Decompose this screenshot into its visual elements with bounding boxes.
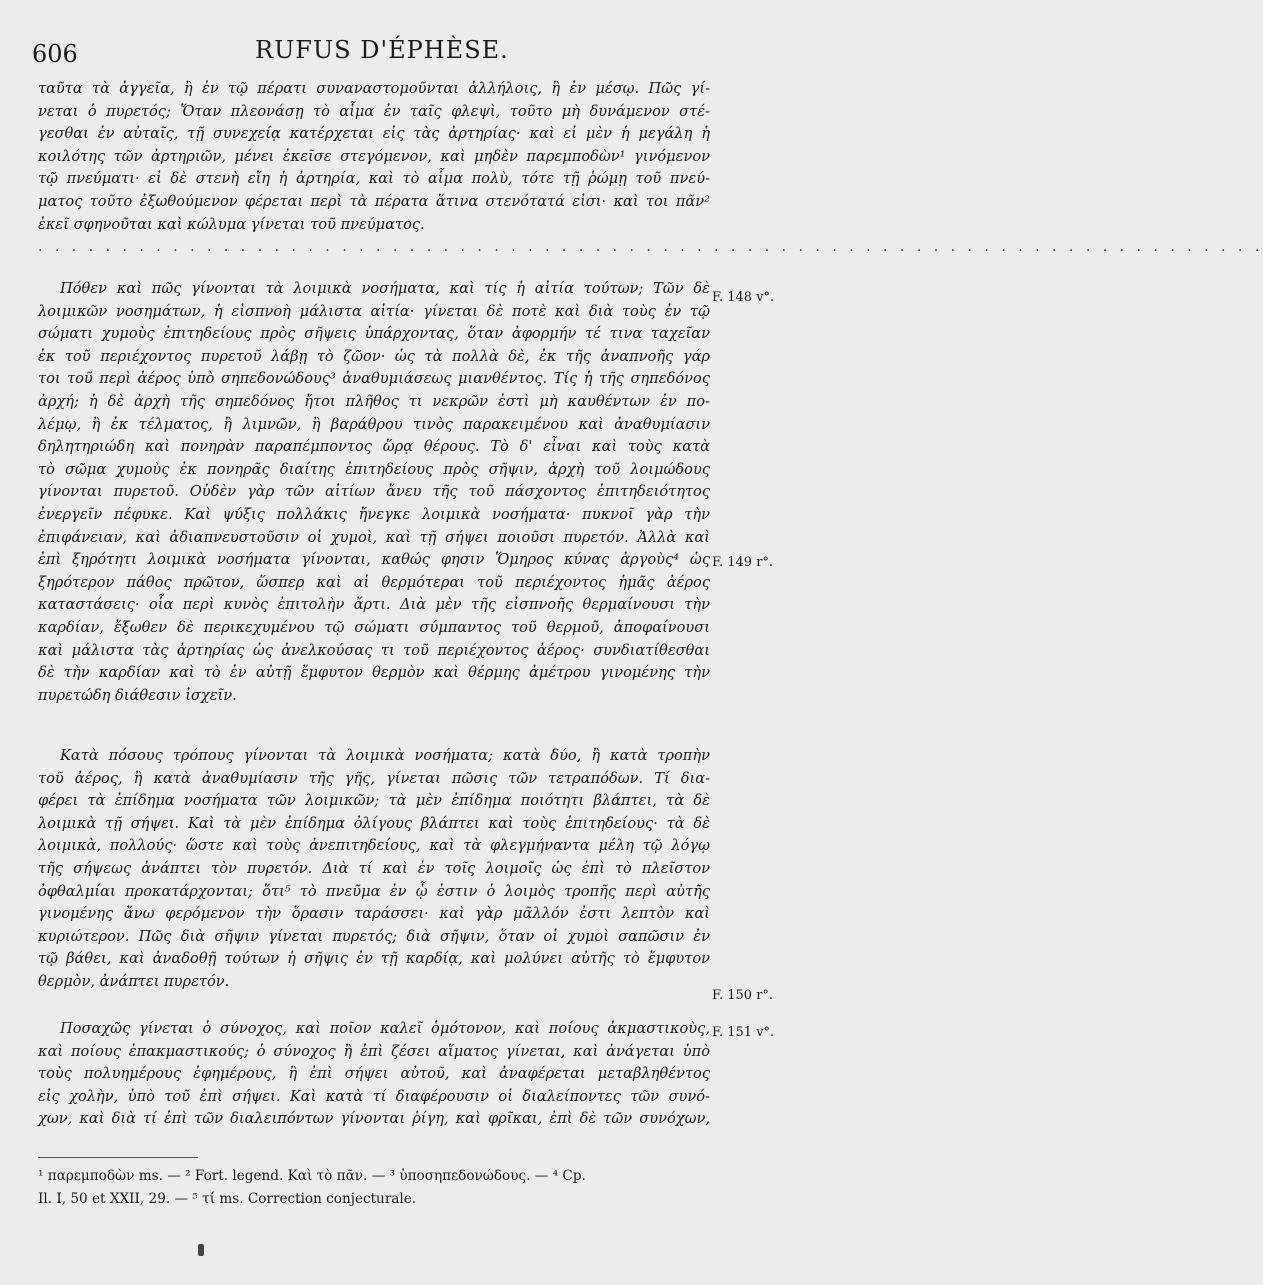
footnotes [38,1165,710,1211]
text-line: φέρει τὰ ἐπίδημα νοσήματα τῶν λοιμικῶν; τὰ μὲν ἐπίδημα ποιότητι βλάπτει, τὰ δὲ [38,792,710,810]
text-line: γίνονται πυρετοῦ. Οὐδὲν γὰρ τῶν αἰτίων ἄνευ τῆς τοῦ πάσχοντος ἐπιτηδειότητος [38,483,710,501]
footnote-line: ¹ παρεμποδὼν ms. — ² Fort. legend. Καὶ τὸ πᾶν. — ³ ὑποσηπεδονώδους. — ⁴ Cp. [38,1168,586,1184]
running-title: RUFUS D'ÉPHÈSE. [255,36,509,64]
text-line: ἀρχή; ἡ δὲ ἀρχὴ τῆς σηπεδόνος ἤτοι πλῆθος τι νεκρῶν ἐστὶ μὴ καυθέντων ἐν πο- [38,392,710,410]
text-line: τῷ πνεύματι· εἰ δὲ στενὴ εἴη ἡ ἀρτηρία, καὶ τὸ αἷμα πολὺ, τότε τῇ ῥώμῃ τοῦ πνεύ- [38,170,710,188]
text-line: καὶ μάλιστα τὰς ἀρτηρίας ὡς ἀνελκούσας τι τοῦ περιέχοντος ἀέρος· συνδιατίθεσθαι [38,641,710,659]
margin-folio-note: F. 148 v°. [712,290,775,305]
text-line: δὲ τὴν καρδίαν καὶ τὸ ἐν αὐτῇ ἔμφυτον θερμὸν καὶ θέρμης ἀμέτρου γινομένης τὴν [38,664,710,682]
ellipsis-row: . . . . . . . . . . . . . . . . . . . . . . . . . . . . . . . . . . . . . . . . . . . . . . . . . . . . . . . . . . . . . . . . . . . . . . . . . [38,239,1263,256]
margin-folio-note: F. 150 r°. [712,988,774,1003]
text-line: καταστάσεις· οἷα περὶ κυνὸς ἐπιτολὴν ἄρτι. Διὰ μὲν τῆς εἰσπνοῆς θερμαίνουσι τὴν [38,596,710,614]
text-line: ταῦτα τὰ ἀγγεῖα, ἢ ἐν τῷ πέρατι συναναστομοῦνται ἀλλήλοις, ἢ ἐν μέσῳ. Πῶς γί- [38,80,710,97]
text-line: σώματι χυμοὺς ἐπιτηδείους πρὸς σῆψεις ὑπάρχοντας, ὅταν ἀφορμήν τέ τινα ταχεῖαν [38,325,710,343]
paragraph-4 [38,1018,710,1131]
text-line: εἰς χολὴν, ὑπὸ τοῦ ἐπὶ σήψει. Καὶ κατὰ τί διαφέρουσιν οἱ διαλείποντες τῶν συνό- [38,1087,710,1105]
paragraph-1 [38,78,1263,258]
text-line: χων, καὶ διὰ τί ἐπὶ τῶν διαλειπόντων γίνονται ῥίγη, καὶ φρῖκαι, ἐπὶ δὲ τῶν συνόχων, [38,1110,710,1128]
text-line: ἐπὶ ξηρότητι λοιμικὰ νοσήματα γίνονται, καθώς φησιν Ὅμηρος κύνας ἀργοὺς⁴ ὡς [38,551,710,569]
text-line: λοιμικῶν νοσημάτων, ἡ εἰσπνοὴ μάλιστα αἰτία· γίνεται δὲ ποτὲ καὶ διὰ τοὺς ἐν τῷ [38,302,710,320]
text-line: τὸ σῶμα χυμοὺς ἐκ πονηρᾶς διαίτης ἐπιτηδείους πρὸς σῆψιν, ἀρχὴ τοῦ λοιμώδους [38,460,710,478]
text-line: γεσθαι ἐν αὐταῖς, τῇ συνεχείᾳ κατέρχεται εἰς τὰς ἀρτηρίας· καὶ εἰ μὲν ἡ μεγάλη ἡ [38,125,710,143]
text-line: λοιμικὰ τῇ σήψει. Καὶ τὰ μὲν ἐπίδημα ὀλίγους βλάπτει καὶ τοὺς ἐπιτηδείους· τὰ δὲ [38,814,710,832]
margin-folio-note: F. 149 r°. [712,555,774,570]
footnote-rule [38,1157,198,1158]
paragraph-3 [38,745,710,994]
text-line: λοιμικὰ, πολλούς· ὥστε καὶ τοὺς ἀνεπιτηδείους, καὶ τὰ φλεγμήναντα μέλη τῷ λόγῳ [38,837,710,855]
text-line: θερμὸν, ἀνάπτει πυρετόν. [38,972,230,990]
text-line: ἐκεῖ σφηνοῦται καὶ κώλυμα γίνεται τοῦ πνεύματος. [38,215,425,233]
text-line: ὀφθαλμίαι προκατάρχονται; ὅτι⁵ τὸ πνεῦμα ἐν ᾧ ἐστιν ὁ λοιμὸς τροπῆς περὶ αὐτῆς [38,882,710,900]
footnote-line: Il. I, 50 et XXII, 29. — ⁵ τί ms. Correction conjecturale. [38,1191,417,1207]
text-line: ματος τοῦτο ἐξωθούμενον φέρεται περὶ τὰ πέρατα ἅτινα στενότατά εἰσι· καὶ τοι πᾶν² [38,192,710,210]
text-line: πυρετώδη διάθεσιν ἰσχεῖν. [38,686,237,704]
text-line: καρδίαν, ἔξωθεν δὲ περικεχυμένου τῷ σώματι σύμπαντος τοῦ θερμοῦ, ἀποφαίνουσι [38,618,710,636]
text-line: Κατὰ πόσους τρόπους γίνονται τὰ λοιμικὰ νοσήματα; κατὰ δύο, ἢ κατὰ τροπὴν [60,747,710,764]
text-line: καὶ ποίους ἐπακμαστικούς; ὁ σύνοχος ἢ ἐπὶ ζέσει αἵματος γίνεται, καὶ ἀνάγεται ὑπὸ [38,1042,710,1060]
text-line: νεται ὁ πυρετός; Ὅταν πλεονάσῃ τὸ αἷμα ἐν ταῖς φλεψὶ, τοῦτο μὴ δυνάμενον στέ- [38,102,710,120]
text-line: λέμῳ, ἢ ἐκ τέλματος, ἢ λιμνῶν, ἢ βαράθρου τινὸς παρακειμένου καὶ ἀναθυμίασιν [38,415,710,433]
text-line: ξηρότερον πάθος πρῶτον, ὥσπερ καὶ αἱ θερμότεραι τοῦ περιέχοντος ἡμᾶς ἀέρος [38,573,710,591]
text-line: τῆς σήψεως ἀνάπτει τὸν πυρετόν. Διὰ τί καὶ ἐν τοῖς λοιμοῖς ὡς ἐπὶ τὸ πλεῖστον [38,859,710,877]
paragraph-2 [38,278,710,707]
text-line: τῷ βάθει, καὶ ἀναδοθῇ τούτων ἡ σῆψις ἐν τῇ καρδίᾳ, καὶ μολύνει αὐτῆς τὸ ἔμφυτον [38,950,710,968]
ink-mark [198,1244,204,1256]
text-line: κοιλότης τῶν ἀρτηριῶν, μένει ἐκεῖσε στεγόμενον, καὶ μηδὲν παρεμποδὼν¹ γινόμενον [38,147,710,165]
text-line: τοὺς πολυημέρους ἐφημέρους, ἢ ἐπὶ σήψει αὐτοῦ, καὶ ἀναφέρεται μεταβληθέντος [38,1065,710,1083]
text-line: Ποσαχῶς γίνεται ὁ σύνοχος, καὶ ποῖον καλεῖ ὁμότονον, καὶ ποίους ἀκμαστικοὺς, [60,1020,710,1037]
text-line: κυριώτερον. Πῶς διὰ σῆψιν γίνεται πυρετός; διὰ σῆψιν, ὅταν οἱ χυμοὶ σαπῶσιν ἐν [38,927,710,945]
margin-folio-note: F. 151 v°. [712,1025,775,1040]
text-line: ἐπιφάνειαν, καὶ ἀδιαπνευστοῦσιν οἱ χυμοὶ, καὶ τῇ σήψει ποιοῦσι πυρετόν. Ἀλλὰ καὶ [38,528,710,546]
text-line: τοι τοῦ περὶ ἀέρος ὑπὸ σηπεδονώδους³ ἀναθυμιάσεως μιανθέντος. Τίς ἡ τῆς σηπεδόνος [38,370,710,388]
text-line: δηλητηριώδη καὶ πονηρὰν παραπέμποντος ὥρᾳ θέρους. Τὸ δ' εἶναι καὶ τοὺς κατὰ [38,438,710,456]
text-line: τοῦ ἀέρος, ἢ κατὰ ἀναθυμίασιν τῆς γῆς, γίνεται πῶσις τῶν τετραπόδων. Τί δια- [38,769,710,787]
page-number: 606 [32,40,78,68]
text-line: ἐνεργεῖν πέφυκε. Καὶ ψύξις πολλάκις ἤνεγκε λοιμικὰ νοσήματα· πυκνοῖ γὰρ τὴν [38,505,710,523]
text-line: Πόθεν καὶ πῶς γίνονται τὰ λοιμικὰ νοσήματα, καὶ τίς ἡ αἰτία τούτων; Τῶν δὲ [60,280,710,297]
text-line: γινομένης ἄνω φερόμενον τὴν ὅρασιν ταράσσει· καὶ γὰρ μᾶλλόν ἐστι λεπτὸν καὶ [38,905,710,923]
text-line: ἐκ τοῦ περιέχοντος πυρετοῦ λάβῃ τὸ ζῶον· ὡς τὰ πολλὰ δὲ, ἐκ τῆς ἀναπνοῆς γάρ [38,347,710,365]
